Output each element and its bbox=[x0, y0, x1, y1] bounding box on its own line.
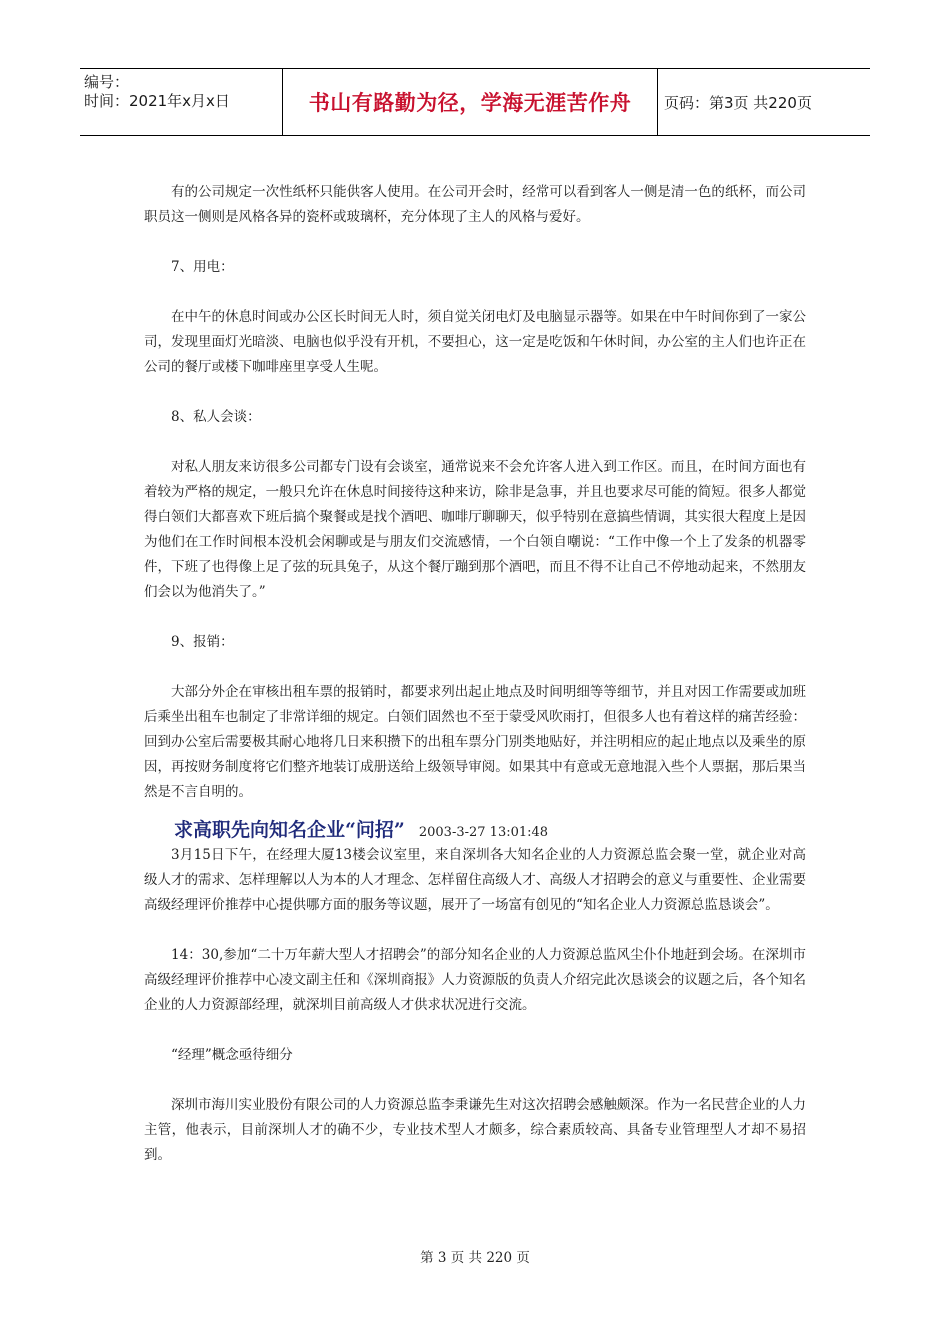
document-body bbox=[144, 180, 806, 1168]
paragraph-hr-director: 深圳市海川实业股份有限公司的人力资源总监李秉谦先生对这次招聘会感触颇深。作为一名民营企业的人力主管，他表示，目前深圳人才的确不少，专业技术型人才颇多，综合素质较高、具备专业管理型人才却不易招到。 bbox=[144, 1097, 806, 1163]
page-header bbox=[80, 68, 870, 136]
article-date: 2003-3-27 13:01:48 bbox=[418, 825, 549, 840]
header-meta bbox=[80, 69, 282, 135]
section-heading-reimbursement: 9、报销： bbox=[171, 634, 234, 650]
article-header bbox=[174, 815, 806, 843]
paragraph-job-fair: 14：30,参加“二十万年薪大型人才招聘会”的部分知名企业的人力资源总监风尘仆仆地赶到会场。在深圳市高级经理评价推荐中心凌文副主任和《深圳商报》人力资源版的负责人介绍完此次恳谈会的议题之后，各个知名企业的人力资源部经理，就深圳目前高级人才供求状况进行交流。 bbox=[144, 947, 806, 1013]
header-time-label: 时间：2021年x月x日 bbox=[84, 92, 230, 110]
page-footer: 第 3 页 共 220 页 bbox=[420, 1250, 530, 1266]
paragraph-electricity: 在中午的休息时间或办公区长时间无人时，须自觉关闭电灯及电脑显示器等。如果在中午时间你到了一家公司，发现里面灯光暗淡、电脑也似乎没有开机，不要担心，这一定是吃饭和午休时间，办公室的主人们也许正在公司的餐厅或楼下咖啡座里享受人生呢。 bbox=[144, 309, 806, 375]
header-number-label: 编号： bbox=[84, 73, 130, 91]
header-page-info: 页码：第3页 共220页 bbox=[664, 93, 812, 112]
article-title: 求高职先向知名企业“问招” bbox=[174, 819, 405, 841]
paragraph-reimbursement: 大部分外企在审核出租车票的报销时，都要求列出起止地点及时间明细等等细节，并且对因工作需要或加班后乘坐出租车也制定了非常详细的规定。白领们固然也不至于蒙受风吹雨打，但很多人也有着这样的痛苦经验：回到办公室后需要极其耐心地将几日来积攒下的出租车票分门别类地贴好，并注明相应的起止地点以及乘坐的原因，再按财务制度将它们整齐地装订成册送给上级领导审阅。如果其中有意或无意地混入些个人票据，那后果当然是不言自明的。 bbox=[144, 684, 806, 800]
section-heading-electricity: 7、用电： bbox=[171, 259, 234, 275]
header-motto: 书山有路勤为径，学海无涯苦作舟 bbox=[282, 69, 658, 135]
paragraph-cups: 有的公司规定一次性纸杯只能供客人使用。在公司开会时，经常可以看到客人一侧是清一色的纸杯，而公司职员这一侧则是风格各异的瓷杯或玻璃杯，充分体现了主人的风格与爱好。 bbox=[144, 184, 806, 225]
paragraph-meeting: 3月15日下午，在经理大厦13楼会议室里，来自深圳各大知名企业的人力资源总监会聚一堂，就企业对高级人才的需求、怎样理解以人为本的人才理念、怎样留住高级人才、高级人才招聘会的意义与重要性、企业需要高级经理评价推荐中心提供哪方面的服务等议题，展开了一场富有创见的“知名企业人力资源总监恳谈会”。 bbox=[144, 847, 806, 913]
section-heading-private-talk: 8、私人会谈： bbox=[171, 409, 261, 425]
section-heading-manager-concept: “经理”概念亟待细分 bbox=[171, 1047, 293, 1063]
paragraph-private-talk: 对私人朋友来访很多公司都专门设有会谈室，通常说来不会允许客人进入到工作区。而且，在时间方面也有着较为严格的规定，一般只允许在休息时间接待这种来访，除非是急事，并且也要求尽可能的简短。很多人都觉得白领们大都喜欢下班后搞个聚餐或是找个酒吧、咖啡厅聊聊天，似乎特别在意搞些情调，其实很大程度上是因为他们在工作时间根本没机会闲聊或是与朋友们交流感情，一个白领自嘲说：“工作中像一个上了发条的机器零件，下班了也得像上足了弦的玩具兔子，从这个餐厅蹦到那个酒吧，而且不得不让自己不停地动起来，不然朋友们会以为他消失了。” bbox=[144, 459, 806, 600]
